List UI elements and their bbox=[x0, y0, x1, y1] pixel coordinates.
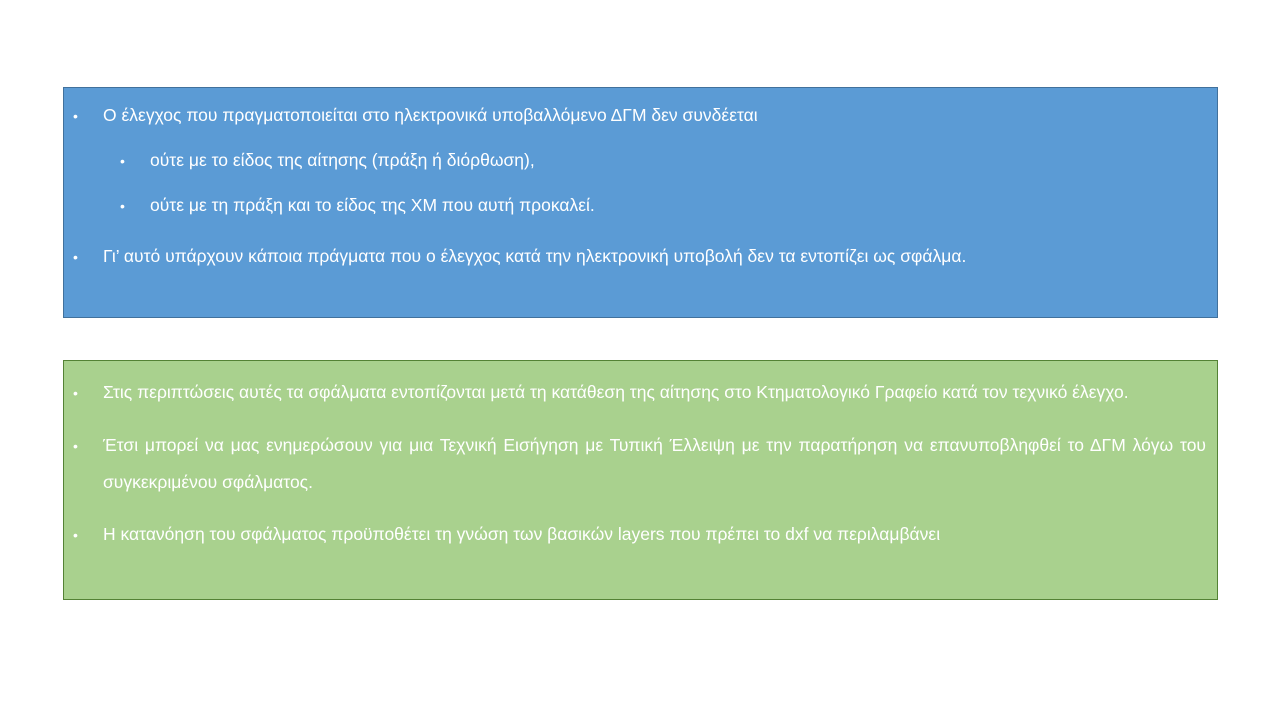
green-bullet-list bbox=[64, 374, 1206, 553]
list-item-text: Στις περιπτώσεις αυτές τα σφάλματα εντοπίζονται μετά τη κατάθεση της αίτησης στο Κτηματολογικό Γραφείο κατά τον τεχνικό έλεγχο. bbox=[103, 382, 1129, 402]
list-item bbox=[64, 192, 1205, 218]
bullet-icon: • bbox=[73, 438, 78, 454]
list-item-text: Ο έλεγχος που πραγματοποιείται στο ηλεκτρονικά υποβαλλόμενο ΔΓΜ δεν συνδέεται bbox=[103, 105, 758, 125]
list-item bbox=[64, 374, 1206, 411]
list-item bbox=[64, 243, 1205, 269]
list-item-text: ούτε με τη πράξη και το είδος της ΧΜ που αυτή προκαλεί. bbox=[150, 195, 595, 215]
green-text-box bbox=[63, 360, 1218, 600]
list-item-text: Γι’ αυτό υπάρχουν κάποια πράγματα που ο έλεγχος κατά την ηλεκτρονική υποβολή δεν τα εντοπίζει ως σφάλμα. bbox=[103, 246, 967, 266]
list-item-text: ούτε με το είδος της αίτησης (πράξη ή διόρθωση), bbox=[150, 150, 535, 170]
list-item bbox=[64, 147, 1205, 173]
bullet-icon: • bbox=[120, 198, 125, 214]
list-item bbox=[64, 516, 1206, 553]
blue-text-box bbox=[63, 87, 1218, 318]
bullet-icon: • bbox=[73, 249, 78, 265]
list-item bbox=[64, 102, 1205, 128]
blue-bullet-list bbox=[64, 102, 1205, 269]
list-item-text: Η κατανόηση του σφάλματος προϋποθέτει τη γνώση των βασικών layers που πρέπει το dxf να περιλαμβάνει bbox=[103, 524, 941, 544]
bullet-icon: • bbox=[73, 385, 78, 401]
list-item bbox=[64, 427, 1206, 501]
list-item-text: Έτσι μπορεί να μας ενημερώσουν για μια Τεχνική Εισήγηση με Τυπική Έλλειψη με την παρατήρηση να επανυποβληφθεί το ΔΓΜ λόγω του συγκεκριμένου σφάλματος. bbox=[103, 435, 1206, 492]
bullet-icon: • bbox=[73, 527, 78, 543]
bullet-icon: • bbox=[73, 108, 78, 124]
bullet-icon: • bbox=[120, 153, 125, 169]
